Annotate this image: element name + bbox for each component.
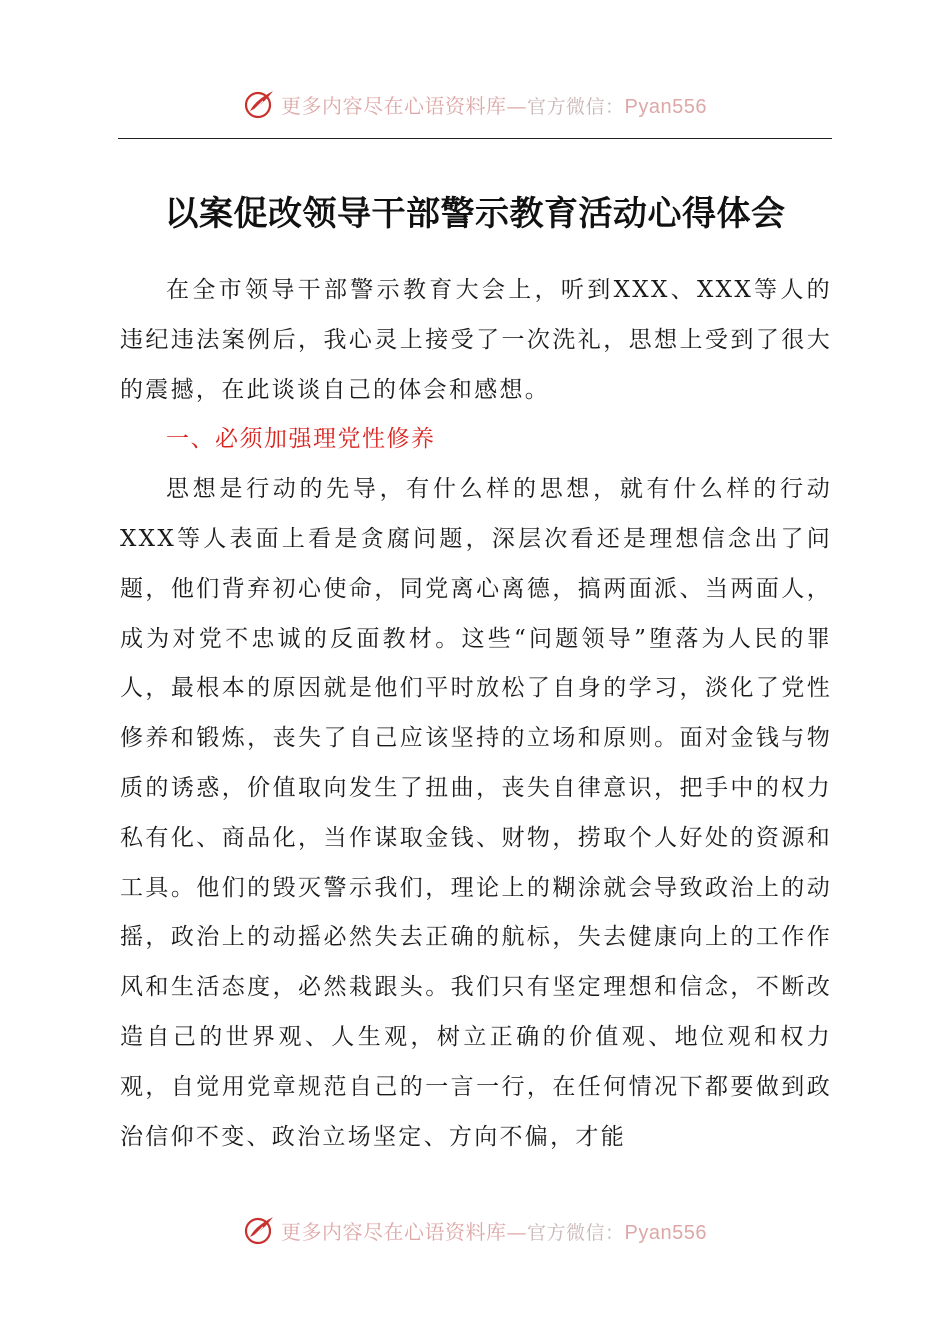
quill-logo-icon	[243, 87, 277, 121]
banner-text: 更多内容尽在心语资料库—官方微信：Pyan556	[281, 93, 707, 118]
header-watermark-banner	[0, 84, 950, 124]
footer-watermark-banner	[0, 1210, 950, 1250]
intro-paragraph: 在全市领导干部警示教育大会上，听到XXX、XXX等人的违纪违法案例后，我心灵上接受了一次洗礼，思想上受到了很大的震撼，在此谈谈自己的体会和感想。	[120, 277, 832, 403]
section-paragraph: 思想是行动的先导，有什么样的思想，就有什么样的行动XXX等人表面上看是贪腐问题，深层次看还是理想信念出了问题，他们背弃初心使命，同党离心离德，搞两面派、当两面人，成为对党不忠诚的反面教材。这些“问题领导”堕落为人民的罪人，最根本的原因就是他们平时放松了自身的学习，淡化了党性修养和锻炼，丧失了自己应该坚持的立场和原则。面对金钱与物质的诱惑，价值取向发生了扭曲，丧失自律意识，把手中的权力私有化、商品化，当作谋取金钱、财物，捞取个人好处的资源和工具。他们的毁灭警示我们，理论上的糊涂就会导致政治上的动摇，政治上的动摇必然失去正确的航标，失去健康向上的工作作风和生活态度，必然栽跟头。我们只有坚定理想和信念，不断改造自己的世界观、人生观，树立正确的价值观、地位观和权力观，自觉用党章规范自己的一言一行，在任何情况下都要做到政治信仰不变、政治立场坚定、方向不偏，才能	[120, 476, 832, 1150]
section-heading: 一、必须加强理党性修养	[166, 426, 436, 453]
header-divider	[118, 138, 832, 139]
banner-text: 更多内容尽在心语资料库—官方微信：Pyan556	[281, 1219, 707, 1244]
quill-logo-icon	[243, 1213, 277, 1247]
document-title: 以案促改领导干部警示教育活动心得体会	[164, 194, 786, 234]
document-body	[120, 266, 832, 1162]
